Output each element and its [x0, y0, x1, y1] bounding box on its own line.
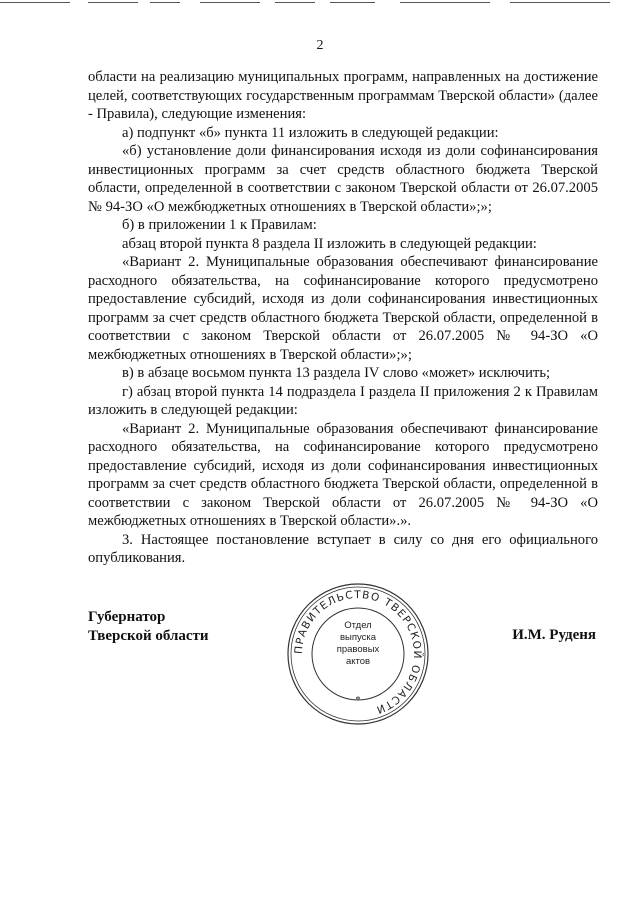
position-line: Губернатор: [88, 609, 166, 625]
signatory-name: И.М. Руденя: [512, 627, 596, 643]
document-body: [88, 68, 598, 568]
position-line: Тверской области: [88, 628, 209, 644]
paragraph: а) подпункт «б» пункта 11 изложить в следующей редакции:: [122, 124, 499, 141]
paragraph: 3. Настоящее постановление вступает в силу со дня его официального опубликования.: [88, 531, 598, 566]
paragraph: «Вариант 2. Муниципальные образования обеспечивают финансирование расходного обязательства, на софинансирование которого предусмотрено предоставление субсидий, исходя из доли софинансирования инвестиционных программ за счет средств областного бюджета Тверской области, определенной в соответствии с законом Тверской области от 26.07.2005 № 94-ЗО «О межбюджетных отношениях в Тверской области».».: [88, 420, 598, 529]
paragraph: «б) установление доли финансирования исходя из доли софинансирования инвестиционных программ за счет средств областного бюджета Тверской области, определенной в соответствии с законом Тверской области от 26.07.2005 № 94-ЗО «О межбюджетных отношениях в Тверской области»;»;: [88, 143, 598, 215]
paragraph: абзац второй пункта 8 раздела II изложить в следующей редакции:: [122, 235, 537, 252]
seal-star-icon: *: [355, 695, 361, 706]
official-seal: [286, 582, 430, 726]
seal-center-text: Отдел выпуска правовых актов: [336, 620, 380, 667]
signatory-position: [88, 608, 209, 646]
seal-ring-text: ПРАВИТЕЛЬСТВО ТВЕРСКОЙ ОБЛАСТИ: [292, 588, 424, 716]
top-edge-marks: [0, 0, 640, 6]
paragraph: области на реализацию муниципальных программ, направленных на достижение целей, соответствующих государственным программам Тверской области» (далее - Правила), следующие изменения:: [88, 69, 598, 122]
paragraph: г) абзац второй пункта 14 подраздела I раздела II приложения 2 к Правилам изложить в следующей редакции:: [88, 383, 598, 418]
paragraph: в) в абзаце восьмом пункта 13 раздела IV слово «может» исключить;: [122, 365, 551, 381]
paragraph: «Вариант 2. Муниципальные образования обеспечивают финансирование расходного обязательства, на софинансирование которого предусмотрено предоставление субсидий, исходя из доли софинансирования инвестиционных программ за счет средств областного бюджета Тверской области, определенной в соответствии с законом Тверской области от 26.07.2005 № 94-ЗО «О межбюджетных отношениях в Тверской области»;»;: [88, 254, 598, 363]
paragraph: б) в приложении 1 к Правилам:: [122, 217, 317, 233]
page-number: 2: [316, 38, 324, 53]
